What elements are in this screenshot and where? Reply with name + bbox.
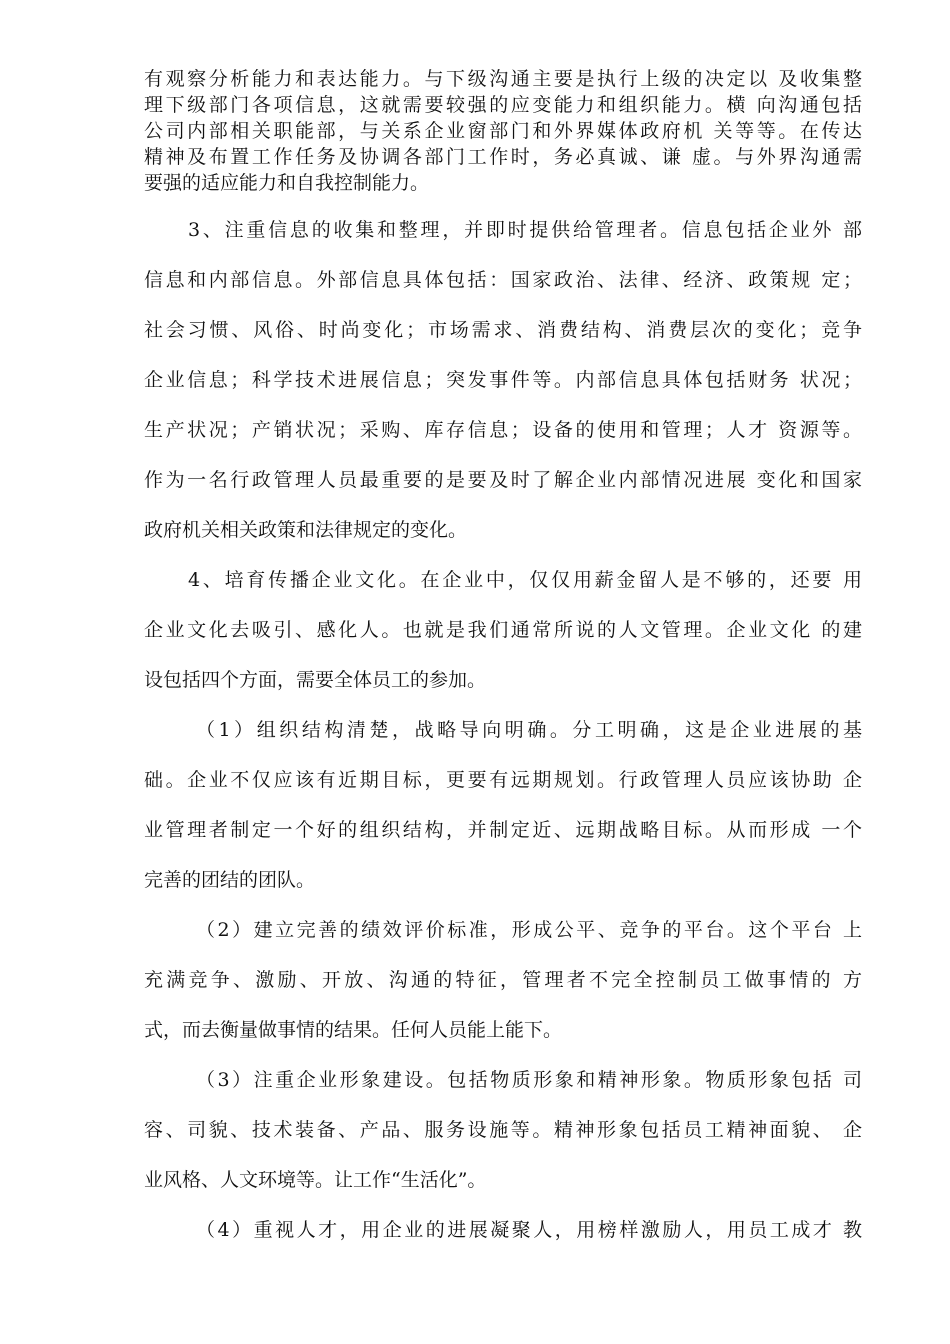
text-line: 础。企业不仅应该有近期目标，更要有远期规划。行政管理人员应该协助 企	[144, 769, 862, 791]
text-line: 业管理者制定一个好的组织结构，并制定近、远期战略目标。从而形成 一个	[144, 819, 862, 841]
text-line: （4）重视人才，用企业的进展凝聚人，用榜样激励人，用员工成才 教	[196, 1219, 862, 1241]
text-line: 容、司貌、技术装备、产品、服务设施等。精神形象包括员工精神面貌、 企	[144, 1119, 862, 1141]
paragraph-item-3	[144, 1055, 862, 1205]
text-line: 信息和内部信息。外部信息具体包括：国家政治、法律、经济、政策规 定；	[144, 269, 862, 291]
text-line: （3）注重企业形象建设。包括物质形象和精神形象。物质形象包括 司	[196, 1069, 862, 1091]
text-line: 作为一名行政管理人员最重要的是要及时了解企业内部情况进展 变化和国家	[144, 469, 862, 491]
text-line: 业风格、人文环境等。让工作“生活化”。	[144, 1169, 487, 1191]
text-line: 要强的适应能力和自我控制能力。	[144, 172, 430, 194]
text-line: 完善的团结的团队。	[144, 869, 316, 891]
paragraph-item-1	[144, 705, 862, 905]
text-line: 生产状况；产销状况；采购、库存信息；设备的使用和管理；人才 资源等。	[144, 419, 862, 441]
paragraph-item-4	[144, 1205, 862, 1255]
text-line: 企业文化去吸引、感化人。也就是我们通常所说的人文管理。企业文化 的建	[144, 619, 862, 641]
text-line: 理下级部门各项信息，这就需要较强的应变能力和组织能力。横 向沟通包括	[144, 94, 862, 116]
text-line: 设包括四个方面，需要全体员工的参加。	[144, 669, 487, 691]
text-line: 4、培育传播企业文化。在企业中，仅仅用薪金留人是不够的，还要 用	[188, 569, 862, 591]
text-line: （1）组织结构清楚，战略导向明确。分工明确，这是企业进展的基	[196, 719, 862, 741]
text-line: 政府机关相关政策和法律规定的变化。	[144, 519, 468, 541]
body-text	[144, 205, 862, 1255]
text-line: 充满竞争、激励、开放、沟通的特征，管理者不完全控制员工做事情的 方	[144, 969, 862, 991]
paragraph-information	[144, 205, 862, 555]
intro-paragraph	[144, 66, 862, 196]
text-line: 企业信息；科学技术进展信息；突发事件等。内部信息具体包括财务 状况；	[144, 369, 862, 391]
paragraph-culture	[144, 555, 862, 705]
text-line: 有观察分析能力和表达能力。与下级沟通主要是执行上级的决定以 及收集整	[144, 68, 862, 90]
text-line: 3、注重信息的收集和整理，并即时提供给管理者。信息包括企业外 部	[188, 219, 862, 241]
text-line: 式，而去衡量做事情的结果。任何人员能上能下。	[144, 1019, 563, 1041]
text-line: 公司内部相关职能部，与关系企业窗部门和外界媒体政府机 关等等。在传达	[144, 120, 862, 142]
paragraph-item-2	[144, 905, 862, 1055]
text-line: （2）建立完善的绩效评价标准，形成公平、竞争的平台。这个平台 上	[196, 919, 862, 941]
text-line: 精神及布置工作任务及协调各部门工作时，务必真诚、谦 虚。与外界沟通需	[144, 146, 862, 168]
text-line: 社会习惯、风俗、时尚变化；市场需求、消费结构、消费层次的变化；竞争	[144, 319, 862, 341]
